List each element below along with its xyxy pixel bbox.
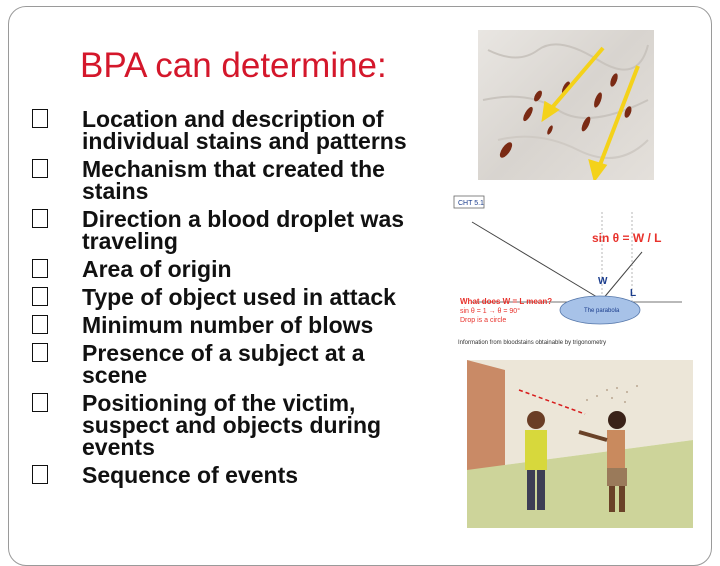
scene-illustration bbox=[467, 360, 693, 528]
bullet-item: Type of object used in attack bbox=[32, 286, 432, 308]
question-text: What does W = L mean? bbox=[460, 297, 553, 306]
long-label: L bbox=[630, 288, 637, 299]
chart-label: CHT 5.1 bbox=[458, 200, 484, 207]
bullet-box-icon bbox=[32, 159, 48, 178]
crime-scene-illustration bbox=[467, 360, 693, 528]
bullet-item: Sequence of events bbox=[32, 464, 432, 486]
trigonometry-illustration bbox=[452, 192, 692, 354]
bullet-box-icon bbox=[32, 109, 48, 128]
bullet-box-icon bbox=[32, 209, 48, 228]
bullet-item: Mechanism that created the stains bbox=[32, 158, 432, 202]
bullet-item: Minimum number of blows bbox=[32, 314, 432, 336]
bullet-item: Positioning of the victim, suspect and objects during events bbox=[32, 392, 432, 458]
line3-text: Drop is a circle bbox=[460, 317, 507, 324]
bullet-box-icon bbox=[32, 393, 48, 412]
bullet-box-icon bbox=[32, 343, 48, 362]
trigonometry-diagram bbox=[452, 192, 692, 354]
wide-label: W bbox=[598, 276, 608, 287]
formula-text: sin θ = W / L bbox=[592, 231, 662, 245]
bullet-item: Area of origin bbox=[32, 258, 432, 280]
bloodstain-photo bbox=[478, 30, 654, 180]
bullet-item: Presence of a subject at a scene bbox=[32, 342, 432, 386]
slide-title: BPA can determine: bbox=[80, 46, 387, 85]
bullet-box-icon bbox=[32, 465, 48, 484]
bullet-box-icon bbox=[32, 315, 48, 334]
diagram-footer: Information from bloodstains obtainable by trigonometry bbox=[458, 340, 607, 346]
bullet-box-icon bbox=[32, 259, 48, 278]
bullet-item: Location and description of individual stains and patterns bbox=[32, 108, 432, 152]
ellipse-label: The parabola bbox=[584, 308, 620, 314]
bullet-list bbox=[32, 108, 432, 492]
bullet-box-icon bbox=[32, 287, 48, 306]
bullet-item: Direction a blood droplet was traveling bbox=[32, 208, 432, 252]
line2-text: sin θ = 1 → θ = 90° bbox=[460, 308, 521, 315]
bloodstain-illustration bbox=[478, 30, 654, 180]
